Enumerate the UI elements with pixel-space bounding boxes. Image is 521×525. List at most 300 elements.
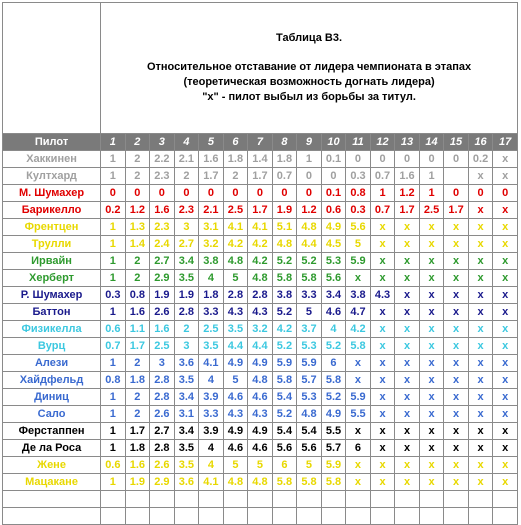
table-row <box>3 151 518 168</box>
gap-cell: 0 <box>444 151 469 168</box>
gap-cell: 4.8 <box>248 270 273 287</box>
gap-cell: x <box>468 406 493 423</box>
gap-cell: 4.8 <box>272 491 297 508</box>
gap-cell: x <box>419 321 444 338</box>
gap-cell: x <box>370 440 395 457</box>
gap-cell: 4.1 <box>199 474 224 491</box>
gap-cell: 2.7 <box>174 236 199 253</box>
gap-cell: 5.6 <box>346 219 371 236</box>
gap-cell: 3.7 <box>321 491 346 508</box>
gap-cell: 1 <box>101 236 126 253</box>
gap-cell: 1.4 <box>125 236 150 253</box>
gap-cell: 5.9 <box>272 355 297 372</box>
gap-cell: 3.8 <box>346 287 371 304</box>
gap-cell: 2.5 <box>419 202 444 219</box>
gap-cell: 2.8 <box>150 440 175 457</box>
gap-cell: 0 <box>419 151 444 168</box>
gap-cell: 5.8 <box>272 474 297 491</box>
table-row <box>3 287 518 304</box>
gap-cell: 2.9 <box>150 270 175 287</box>
gap-cell: 6 <box>346 440 371 457</box>
gap-cell: x <box>444 321 469 338</box>
gap-cell: x <box>493 168 518 185</box>
gap-cell: 4.6 <box>223 389 248 406</box>
gap-cell: x <box>468 287 493 304</box>
table-row <box>3 440 518 457</box>
gap-cell: 4.3 <box>248 406 273 423</box>
gap-cell: 5.2 <box>272 406 297 423</box>
gap-cell: x <box>493 491 518 508</box>
pilot-name: Барикелло <box>3 202 101 219</box>
gap-cell: 3.2 <box>199 236 224 253</box>
gap-cell: 1.9 <box>125 474 150 491</box>
gap-cell: 5.9 <box>346 389 371 406</box>
gap-cell: 3.1 <box>174 508 199 525</box>
gap-cell: 0.3 <box>101 287 126 304</box>
gap-cell: 3 <box>174 338 199 355</box>
gap-cell: x <box>395 304 420 321</box>
gap-cell: 2 <box>125 253 150 270</box>
gap-cell: 5.2 <box>272 304 297 321</box>
header-stage: 11 <box>346 134 371 151</box>
gap-cell: 2 <box>125 168 150 185</box>
gap-cell: 0.2 <box>468 151 493 168</box>
gap-cell: 4.6 <box>223 440 248 457</box>
gap-cell: 4.3 <box>248 304 273 321</box>
gap-cell: x <box>419 423 444 440</box>
gap-cell: 4.2 <box>297 491 322 508</box>
header-stage: 7 <box>248 134 273 151</box>
gap-cell: 5.9 <box>346 253 371 270</box>
gap-cell: x <box>444 236 469 253</box>
gap-cell: x <box>395 355 420 372</box>
table-row <box>3 389 518 406</box>
gap-cell: 4.1 <box>223 219 248 236</box>
gap-cell: 0.7 <box>370 202 395 219</box>
pilot-name: Вильнев <box>3 491 101 508</box>
gap-cell: x <box>493 270 518 287</box>
gap-cell: x <box>493 406 518 423</box>
gap-cell: 4.8 <box>248 474 273 491</box>
gap-cell: 4.4 <box>297 236 322 253</box>
pilot-name: Хайдфельд <box>3 372 101 389</box>
header-pilot: Пилот <box>3 134 101 151</box>
gap-cell: 5.8 <box>297 474 322 491</box>
gap-cell: x <box>444 355 469 372</box>
gap-cell: 0 <box>297 168 322 185</box>
gap-cell: 3.1 <box>199 491 224 508</box>
gap-cell: 6 <box>272 457 297 474</box>
gap-cell: 5.2 <box>272 253 297 270</box>
gap-cell: x <box>419 270 444 287</box>
gap-cell: 0 <box>248 185 273 202</box>
gap-cell: x <box>419 491 444 508</box>
gap-cell: x <box>493 304 518 321</box>
gap-cell: 4.3 <box>248 508 273 525</box>
gap-cell: 5.3 <box>297 338 322 355</box>
gap-cell: 4.9 <box>321 219 346 236</box>
gap-cell: 2.6 <box>174 491 199 508</box>
gap-cell: 0.1 <box>321 151 346 168</box>
gap-cell: x <box>370 270 395 287</box>
gap-cell: 2 <box>174 321 199 338</box>
gap-cell: 0 <box>346 151 371 168</box>
gap-cell: x <box>370 457 395 474</box>
gap-cell: 1.4 <box>125 508 150 525</box>
gap-cell: 2.8 <box>223 287 248 304</box>
gap-cell: 3.8 <box>199 253 224 270</box>
gap-cell: 2.5 <box>223 202 248 219</box>
gap-cell: 3.3 <box>199 406 224 423</box>
gap-cell: x <box>468 389 493 406</box>
table-row <box>3 355 518 372</box>
gap-cell: x <box>444 372 469 389</box>
gap-cell: 2 <box>125 151 150 168</box>
gap-cell: x <box>444 270 469 287</box>
gap-cell: 5.8 <box>321 474 346 491</box>
gap-cell: x <box>468 168 493 185</box>
gap-cell: x <box>370 304 395 321</box>
gap-cell: 0 <box>297 185 322 202</box>
gap-cell: x <box>346 423 371 440</box>
gap-cell: x <box>419 219 444 236</box>
gap-cell: 0 <box>468 185 493 202</box>
gap-cell: 1.7 <box>248 168 273 185</box>
gap-cell: 1 <box>101 389 126 406</box>
gap-cell: x <box>370 321 395 338</box>
header-stage: 1 <box>101 134 126 151</box>
gap-cell: 2.8 <box>150 389 175 406</box>
gap-cell: x <box>468 440 493 457</box>
gap-cell: 0.7 <box>101 338 126 355</box>
gap-cell: x <box>395 457 420 474</box>
gap-cell: x <box>444 508 469 525</box>
gap-cell: 4.8 <box>223 474 248 491</box>
gap-cell: x <box>444 406 469 423</box>
gap-cell: 5 <box>297 457 322 474</box>
gap-cell: x <box>493 372 518 389</box>
gap-cell: 1.9 <box>150 287 175 304</box>
gap-cell: 1 <box>101 270 126 287</box>
gap-cell: 4.2 <box>223 236 248 253</box>
gap-cell: x <box>493 321 518 338</box>
gap-cell: 0.1 <box>321 185 346 202</box>
gap-cell: x <box>468 219 493 236</box>
gap-cell: 4.8 <box>297 219 322 236</box>
table-title <box>101 3 518 134</box>
table-row <box>3 491 518 508</box>
gap-cell: 3.5 <box>174 440 199 457</box>
gap-cell: 2 <box>125 270 150 287</box>
table-row <box>3 236 518 253</box>
gap-cell: x <box>370 219 395 236</box>
pilot-name: Р. Шумахер <box>3 287 101 304</box>
gap-cell: x <box>493 202 518 219</box>
gap-cell: x <box>395 440 420 457</box>
gap-cell: 3.4 <box>174 253 199 270</box>
gap-cell: 4.6 <box>248 440 273 457</box>
gap-cell: x <box>493 253 518 270</box>
gap-cell: 4 <box>321 321 346 338</box>
gap-cell: 3.3 <box>297 287 322 304</box>
gap-cell: 5 <box>248 457 273 474</box>
gap-cell: x <box>370 508 395 525</box>
pilot-name: Физикелла <box>3 321 101 338</box>
gap-cell: 1 <box>101 474 126 491</box>
gap-cell: 1 <box>419 168 444 185</box>
table-row <box>3 270 518 287</box>
gap-cell: 4.3 <box>223 304 248 321</box>
pilot-name: Зонта <box>3 508 101 525</box>
table-row <box>3 321 518 338</box>
pilot-name: Вурц <box>3 338 101 355</box>
gap-cell: x <box>419 372 444 389</box>
gap-cell: 0.8 <box>346 185 371 202</box>
gap-cell: 0 <box>174 185 199 202</box>
gap-cell: x <box>493 287 518 304</box>
gap-cell: x <box>444 474 469 491</box>
gap-cell: 0.8 <box>101 372 126 389</box>
gap-cell: x <box>444 389 469 406</box>
header-stage: 16 <box>468 134 493 151</box>
gap-cell: 3.4 <box>174 389 199 406</box>
gap-cell: 5.8 <box>272 372 297 389</box>
gap-cell: 5.4 <box>272 389 297 406</box>
gap-cell: 1.2 <box>125 202 150 219</box>
header-stage: 2 <box>125 134 150 151</box>
gap-cell: 1.8 <box>125 440 150 457</box>
gap-cell: 1 <box>370 185 395 202</box>
gap-cell: 5.2 <box>321 389 346 406</box>
gap-cell: x <box>370 491 395 508</box>
gap-cell: 4.8 <box>297 406 322 423</box>
table-title-line1: Таблица В3. <box>276 32 343 44</box>
gap-cell: 5.8 <box>321 372 346 389</box>
gap-cell: 1.9 <box>174 287 199 304</box>
pilot-name: М. Шумахер <box>3 185 101 202</box>
gap-cell: x <box>468 321 493 338</box>
gap-cell: x <box>493 236 518 253</box>
gap-cell: 3.6 <box>174 474 199 491</box>
gap-cell: 1 <box>101 219 126 236</box>
gap-cell: x <box>468 304 493 321</box>
gap-cell: 1.6 <box>395 168 420 185</box>
pilot-name: Диниц <box>3 389 101 406</box>
gap-cell: 3.9 <box>199 389 224 406</box>
gap-cell: 3.8 <box>272 287 297 304</box>
gap-cell: 1 <box>101 355 126 372</box>
gap-cell: 2.6 <box>150 406 175 423</box>
gap-cell: 0.3 <box>346 202 371 219</box>
table-title-line2: Относительное отставание от лидера чемпионата в этапах <box>146 61 472 73</box>
gap-cell: 4.3 <box>370 287 395 304</box>
table-row <box>3 202 518 219</box>
gap-cell: 5.3 <box>297 389 322 406</box>
header-stage: 15 <box>444 134 469 151</box>
gap-cell: 5.1 <box>297 508 322 525</box>
gap-cell: 5.4 <box>297 423 322 440</box>
gap-cell: x <box>493 219 518 236</box>
gap-cell: x <box>395 253 420 270</box>
gap-cell: x <box>370 355 395 372</box>
gap-cell: x <box>493 338 518 355</box>
gap-cell: 0 <box>444 185 469 202</box>
gap-cell: 5.8 <box>272 270 297 287</box>
gap-cell: 2.7 <box>150 423 175 440</box>
gap-cell: 1 <box>101 440 126 457</box>
gap-cell: 4.8 <box>248 372 273 389</box>
gap-cell: 1.7 <box>248 202 273 219</box>
gap-cell: x <box>468 202 493 219</box>
pilot-name: Ферстаппен <box>3 423 101 440</box>
gap-cell: 1.6 <box>125 457 150 474</box>
table-row <box>3 372 518 389</box>
gap-cell: 1.8 <box>199 287 224 304</box>
gap-cell: 0.4 <box>101 491 126 508</box>
gap-cell: x <box>493 474 518 491</box>
gap-cell: 1 <box>101 304 126 321</box>
pilot-name: Френтцен <box>3 219 101 236</box>
gap-cell: 5.3 <box>321 253 346 270</box>
gap-cell: x <box>493 389 518 406</box>
gap-cell: 2.6 <box>150 457 175 474</box>
gap-cell: 0.6 <box>101 321 126 338</box>
gap-cell: 5.7 <box>321 440 346 457</box>
gap-cell: 3.3 <box>199 508 224 525</box>
gap-cell: 2.4 <box>150 508 175 525</box>
pilot-name: Баттон <box>3 304 101 321</box>
gap-cell: x <box>419 389 444 406</box>
gap-cell: 4 <box>199 270 224 287</box>
results-table-container <box>2 2 518 522</box>
gap-cell: 1.2 <box>297 202 322 219</box>
gap-cell: x <box>444 287 469 304</box>
gap-cell: x <box>419 406 444 423</box>
gap-cell: 4.4 <box>248 338 273 355</box>
gap-cell: x <box>444 423 469 440</box>
gap-cell: x <box>444 253 469 270</box>
gap-cell: 5.2 <box>321 338 346 355</box>
gap-cell: 3.5 <box>223 321 248 338</box>
gap-cell: x <box>419 355 444 372</box>
gap-cell: 4.2 <box>248 253 273 270</box>
gap-cell: 3.1 <box>174 406 199 423</box>
gap-cell: 2.8 <box>150 372 175 389</box>
table-row <box>3 253 518 270</box>
gap-cell: 0 <box>101 185 126 202</box>
gap-cell: 5.9 <box>297 355 322 372</box>
gap-cell: 4.9 <box>321 406 346 423</box>
table-row <box>3 474 518 491</box>
table-row <box>3 338 518 355</box>
gap-cell: x <box>395 372 420 389</box>
gap-cell: 3.6 <box>174 355 199 372</box>
gap-cell: x <box>370 372 395 389</box>
gap-cell: x <box>370 236 395 253</box>
gap-cell: x <box>419 508 444 525</box>
gap-cell: x <box>395 287 420 304</box>
gap-cell: 1.8 <box>272 151 297 168</box>
gap-cell: x <box>419 457 444 474</box>
gap-cell: 4.2 <box>272 321 297 338</box>
header-stage: 10 <box>321 134 346 151</box>
header-stage: 4 <box>174 134 199 151</box>
gap-cell: 0.7 <box>272 168 297 185</box>
gap-cell: 3.3 <box>199 304 224 321</box>
gap-cell: 1 <box>101 423 126 440</box>
gap-cell: 3.7 <box>297 321 322 338</box>
gap-cell: 4.2 <box>248 236 273 253</box>
gap-cell: 0 <box>395 151 420 168</box>
gap-cell: x <box>419 338 444 355</box>
gap-cell: 5.9 <box>346 508 371 525</box>
gap-cell: x <box>468 508 493 525</box>
gap-cell: 3.9 <box>199 423 224 440</box>
gap-cell: 0 <box>199 185 224 202</box>
gap-cell: x <box>468 338 493 355</box>
gap-cell: 1.7 <box>125 423 150 440</box>
gap-cell: 3 <box>174 219 199 236</box>
gap-cell: x <box>468 253 493 270</box>
table-row <box>3 168 518 185</box>
gap-cell: 2.3 <box>174 202 199 219</box>
table-row <box>3 508 518 525</box>
gap-cell: 4 <box>199 457 224 474</box>
gap-cell: 0 <box>321 168 346 185</box>
gap-cell: x <box>468 355 493 372</box>
gap-cell: 1 <box>101 253 126 270</box>
pilot-name: Ирвайн <box>3 253 101 270</box>
gap-cell: 4.2 <box>346 321 371 338</box>
gap-cell: x <box>395 491 420 508</box>
pilot-name: Мацакане <box>3 474 101 491</box>
gap-cell: 0 <box>370 151 395 168</box>
gap-cell: x <box>444 304 469 321</box>
gap-cell: x <box>468 474 493 491</box>
header-stage: 14 <box>419 134 444 151</box>
pilot-name: Сало <box>3 406 101 423</box>
gap-cell: 3.8 <box>248 491 273 508</box>
gap-cell: x <box>468 372 493 389</box>
header-stage: 9 <box>297 134 322 151</box>
gap-cell: 1.4 <box>248 151 273 168</box>
gap-cell: 2.3 <box>150 168 175 185</box>
gap-cell: 0 <box>125 185 150 202</box>
header-stage: 17 <box>493 134 518 151</box>
gap-cell: 0 <box>223 185 248 202</box>
header-stage: 12 <box>370 134 395 151</box>
gap-cell: x <box>444 457 469 474</box>
gap-cell: 5.6 <box>321 270 346 287</box>
gap-cell: x <box>395 321 420 338</box>
gap-cell: x <box>346 474 371 491</box>
gap-cell: 2.9 <box>150 474 175 491</box>
gap-cell: x <box>493 440 518 457</box>
gap-cell: 1.6 <box>150 321 175 338</box>
gap-cell: x <box>419 253 444 270</box>
gap-cell: 0.3 <box>346 168 371 185</box>
gap-cell: x <box>468 423 493 440</box>
gap-cell: x <box>444 338 469 355</box>
gap-cell: 3.5 <box>174 372 199 389</box>
gap-cell: x <box>493 457 518 474</box>
pilot-name: Де ла Роса <box>3 440 101 457</box>
gap-cell: 2.8 <box>174 304 199 321</box>
gap-cell: x <box>493 508 518 525</box>
gap-cell: x <box>370 338 395 355</box>
gap-cell: 3 <box>150 355 175 372</box>
gap-cell: 4.9 <box>248 355 273 372</box>
